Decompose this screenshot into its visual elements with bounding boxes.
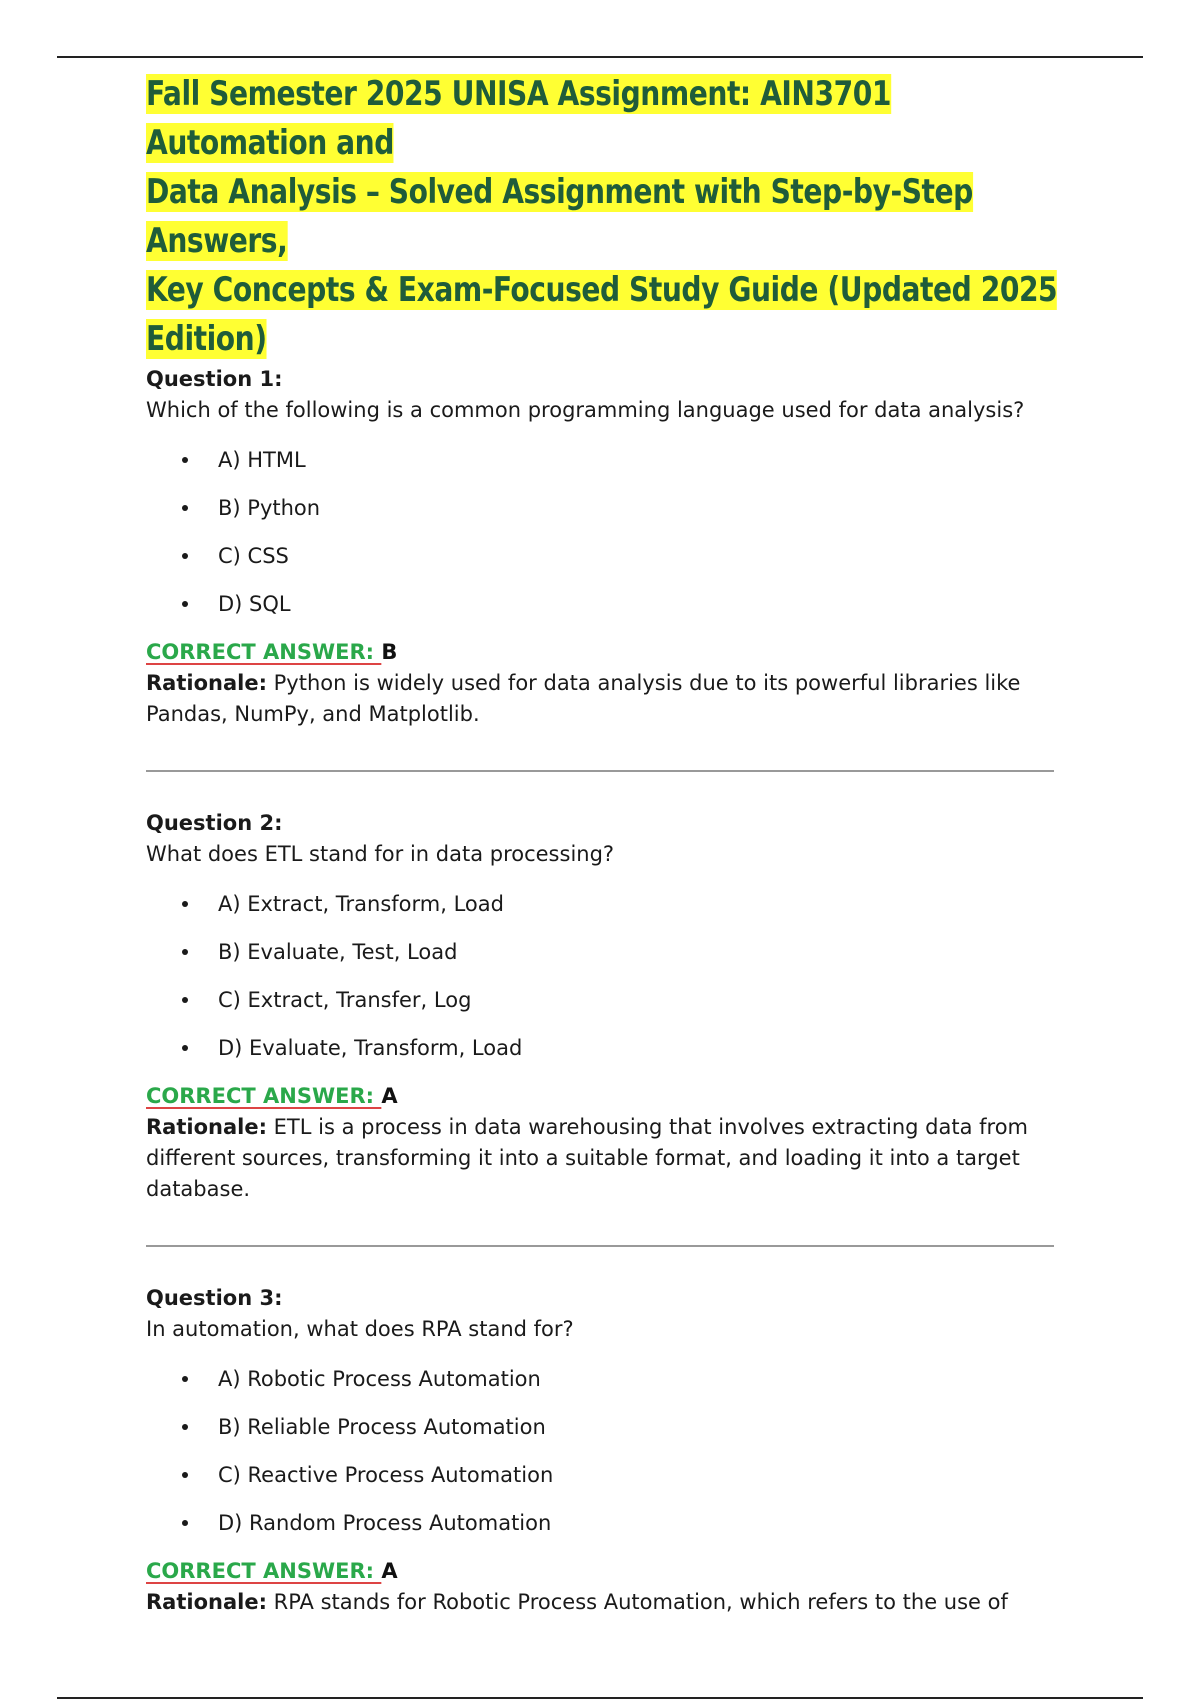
option-label: D) Random Process Automation (218, 1511, 552, 1535)
option-item (146, 484, 1066, 532)
bullet-icon (182, 601, 188, 607)
bullet-icon (182, 1520, 188, 1526)
rationale-text: Python is widely used for data analysis due to its powerful libraries like Pandas, NumPy, and Matplotlib. (146, 671, 1021, 726)
option-label: B) Python (218, 496, 321, 520)
option-label: B) Evaluate, Test, Load (218, 940, 458, 964)
option-item (146, 532, 1066, 580)
option-item (146, 580, 1066, 628)
title-line-3: Key Concepts & Exam-Focused Study Guide (Updated 2025 (146, 270, 1058, 310)
option-label: C) CSS (218, 544, 289, 568)
option-label: C) Reactive Process Automation (218, 1463, 554, 1487)
bullet-icon (182, 553, 188, 559)
question-3 (146, 1283, 1066, 1618)
question-text: What does ETL stand for in data processing? (146, 842, 615, 866)
rationale (146, 1587, 1066, 1618)
correct-answer (146, 1555, 1066, 1587)
option-label: B) Reliable Process Automation (218, 1415, 546, 1439)
correct-answer-value: A (381, 1559, 398, 1583)
rationale (146, 668, 1066, 730)
bullet-icon (182, 1045, 188, 1051)
question-heading: Question 2: (146, 811, 283, 835)
question-divider (146, 770, 1054, 772)
option-item (146, 1355, 1066, 1403)
document-body (146, 70, 1066, 1618)
title-line-4: Edition) (146, 319, 267, 359)
question-2 (146, 808, 1066, 1205)
option-list (146, 436, 1066, 628)
option-label: A) Extract, Transform, Load (218, 892, 504, 916)
bullet-icon (182, 901, 188, 907)
correct-answer-label: CORRECT ANSWER: (146, 1559, 382, 1583)
question-heading: Question 1: (146, 367, 283, 391)
option-label: D) SQL (218, 592, 291, 616)
title-line-1: Fall Semester 2025 UNISA Assignment: AIN3701 Automation and (146, 74, 891, 163)
rationale-text: RPA stands for Robotic Process Automation, which refers to the use of (266, 1590, 1008, 1614)
bullet-icon (182, 997, 188, 1003)
option-label: A) HTML (218, 448, 306, 472)
question-heading: Question 3: (146, 1286, 283, 1310)
rationale (146, 1112, 1066, 1205)
option-item (146, 928, 1066, 976)
rationale-label: Rationale: (146, 671, 267, 695)
bullet-icon (182, 1376, 188, 1382)
document-title (146, 70, 1066, 364)
top-rule (57, 56, 1143, 58)
correct-answer (146, 1080, 1066, 1112)
question-divider (146, 1245, 1054, 1247)
correct-answer-label: CORRECT ANSWER: (146, 1084, 382, 1108)
rationale-label: Rationale: (146, 1115, 267, 1139)
correct-answer (146, 636, 1066, 668)
correct-answer-value: B (381, 640, 398, 664)
option-label: A) Robotic Process Automation (218, 1367, 541, 1391)
option-label: C) Extract, Transfer, Log (218, 988, 472, 1012)
title-line-2: Data Analysis – Solved Assignment with Step-by-Step Answers, (146, 172, 973, 261)
rationale-text: ETL is a process in data warehousing that involves extracting data from different sources, transforming it into a suitable format, and loading it into a target database. (146, 1115, 1029, 1201)
bottom-rule (57, 1697, 1143, 1699)
correct-answer-label: CORRECT ANSWER: (146, 640, 382, 664)
option-item (146, 976, 1066, 1024)
correct-answer-value: A (381, 1084, 398, 1108)
option-list (146, 1355, 1066, 1547)
option-item (146, 436, 1066, 484)
option-item (146, 1499, 1066, 1547)
bullet-icon (182, 1424, 188, 1430)
bullet-icon (182, 1472, 188, 1478)
bullet-icon (182, 457, 188, 463)
rationale-label: Rationale: (146, 1590, 267, 1614)
option-label: D) Evaluate, Transform, Load (218, 1036, 523, 1060)
bullet-icon (182, 949, 188, 955)
option-item (146, 880, 1066, 928)
option-item (146, 1451, 1066, 1499)
question-text: Which of the following is a common programming language used for data analysis? (146, 398, 1025, 422)
option-item (146, 1403, 1066, 1451)
option-item (146, 1024, 1066, 1072)
question-1 (146, 364, 1066, 730)
bullet-icon (182, 505, 188, 511)
question-text: In automation, what does RPA stand for? (146, 1317, 574, 1341)
option-list (146, 880, 1066, 1072)
